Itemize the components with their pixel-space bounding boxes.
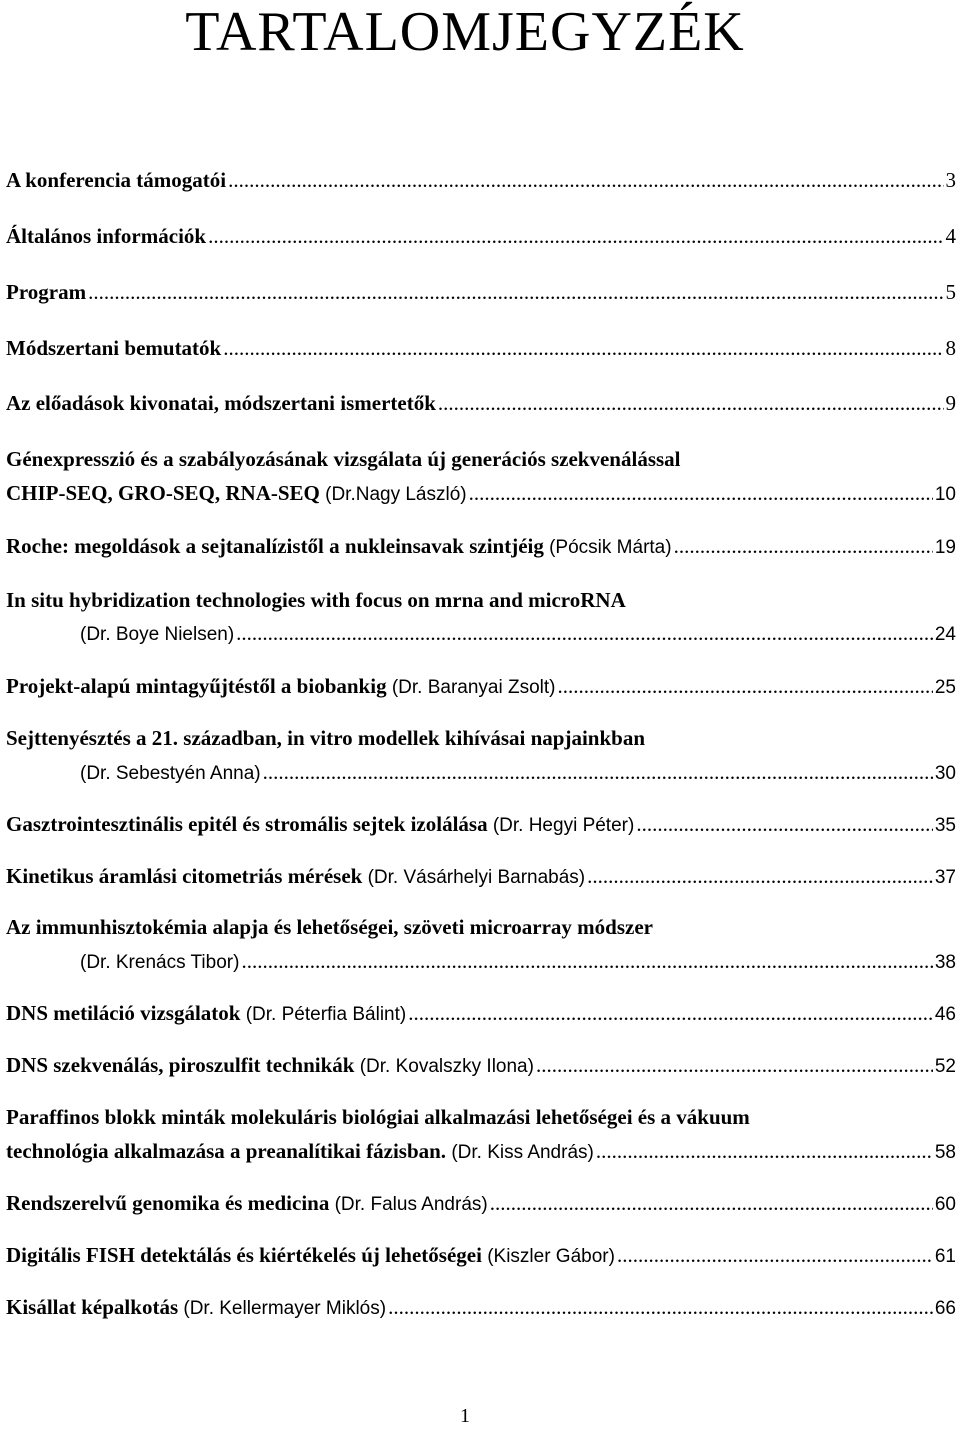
toc-entry-page: 60 xyxy=(934,1194,956,1215)
toc-entry-page: 46 xyxy=(934,1004,956,1025)
dot-leader xyxy=(596,1135,933,1167)
toc-entry[interactable] xyxy=(6,1049,960,1081)
toc-entry-title: In situ hybridization technologies with focus on mrna and microRNA xyxy=(6,588,626,612)
toc-entry[interactable] xyxy=(6,1187,960,1219)
toc-entry-author: (Dr. Hegyi Péter) xyxy=(492,815,635,836)
dot-leader xyxy=(88,276,943,308)
toc-entry[interactable] xyxy=(6,997,960,1029)
toc-entry-page: 10 xyxy=(934,484,956,505)
dot-leader xyxy=(557,670,932,702)
toc-entry-title: Sejttenyésztés a 21. században, in vitro modellek kihívásai napjainkban xyxy=(6,726,646,750)
toc-entry-page: 66 xyxy=(934,1298,956,1319)
toc-entry-title: Program xyxy=(6,280,87,304)
dot-leader xyxy=(490,1187,933,1219)
toc-entry[interactable] xyxy=(6,1135,960,1167)
toc-entry-title: Módszertani bemutatók xyxy=(6,336,222,360)
toc-entry-page: 30 xyxy=(934,763,956,784)
dot-leader xyxy=(469,477,933,509)
toc-entry[interactable] xyxy=(6,1239,960,1271)
toc-entry[interactable] xyxy=(6,617,960,649)
toc-entry-author: (Kiszler Gábor) xyxy=(487,1246,615,1267)
toc-entry-title: Kisállat képalkotás xyxy=(6,1295,179,1319)
toc-entry-title: Kinetikus áramlási citometriás mérések xyxy=(6,864,363,888)
toc-entry-author: (Dr. Krenács Tibor) xyxy=(80,952,240,973)
toc-entry-page: 3 xyxy=(945,168,956,192)
toc-entry-title: DNS szekvenálás, piroszulfit technikák xyxy=(6,1053,355,1077)
toc-entry-title: CHIP-SEQ, GRO-SEQ, RNA-SEQ xyxy=(6,481,320,505)
toc-entry-page: 19 xyxy=(934,537,956,558)
dot-leader xyxy=(208,220,943,252)
toc-entry[interactable] xyxy=(6,164,960,196)
toc-entry-title: Az immunhisztokémia alapja és lehetőségei, szöveti microarray módszer xyxy=(6,915,653,939)
toc-entry-page: 8 xyxy=(945,336,956,360)
toc-entry[interactable] xyxy=(6,530,960,562)
toc-entry-author: (Dr. Vásárhelyi Barnabás) xyxy=(367,867,586,888)
toc-entry-title: Rendszerelvű genomika és medicina xyxy=(6,1191,330,1215)
dot-leader xyxy=(438,387,944,419)
toc-entry-author: (Dr. Péterfia Bálint) xyxy=(245,1004,407,1025)
toc-entry[interactable] xyxy=(6,332,960,364)
toc-entry-line1[interactable] xyxy=(6,584,960,616)
toc-entry-author: (Dr. Baranyai Zsolt) xyxy=(391,677,556,698)
dot-leader xyxy=(587,860,933,892)
toc-entry-title: DNS metiláció vizsgálatok xyxy=(6,1001,241,1025)
toc-entry[interactable] xyxy=(6,670,960,702)
toc-entry-page: 5 xyxy=(945,280,956,304)
page-number: 1 xyxy=(460,1405,470,1427)
toc-entry-page: 9 xyxy=(945,391,956,415)
toc-entry-title: Gasztrointesztinális epitél és stromális sejtek izolálása xyxy=(6,812,488,836)
toc-entry-title: Az előadások kivonatai, módszertani ismertetők xyxy=(6,391,436,415)
toc-entry-page: 25 xyxy=(934,677,956,698)
dot-leader xyxy=(236,617,933,649)
toc-entry-page: 4 xyxy=(945,224,956,248)
dot-leader xyxy=(223,332,943,364)
toc-entry-author: (Dr. Sebestyén Anna) xyxy=(80,763,261,784)
toc-entry[interactable] xyxy=(6,860,960,892)
toc-entry-page: 52 xyxy=(934,1056,956,1077)
toc-entry[interactable] xyxy=(6,756,960,788)
toc-entry[interactable] xyxy=(6,220,960,252)
toc-entry-title: Digitális FISH detektálás és kiértékelés új lehetőségei xyxy=(6,1243,482,1267)
toc-entry-page: 24 xyxy=(934,624,956,645)
dot-leader xyxy=(228,164,943,196)
toc-entry[interactable] xyxy=(6,1291,960,1323)
toc-entry[interactable] xyxy=(6,945,960,977)
toc-entry-title: Paraffinos blokk minták molekuláris biológiai alkalmazási lehetőségei és a vákuum xyxy=(6,1105,750,1129)
toc-entry-title: A konferencia támogatói xyxy=(6,168,227,192)
toc-entry-author: (Dr.Nagy László) xyxy=(325,484,467,505)
toc-entry[interactable] xyxy=(6,387,960,419)
toc-entry-line1[interactable] xyxy=(6,443,960,475)
toc-entry-line1[interactable] xyxy=(6,1101,960,1133)
toc-entry-title: Roche: megoldások a sejtanalízistől a nukleinsavak szintjéig xyxy=(6,534,544,558)
toc-entry[interactable] xyxy=(6,276,960,308)
toc-entry-page: 58 xyxy=(934,1142,956,1163)
dot-leader xyxy=(636,808,933,840)
toc-entry-title: Projekt-alapú mintagyűjtéstől a biobankig xyxy=(6,674,387,698)
page-title: TARTALOMJEGYZÉK xyxy=(185,1,745,63)
toc-entry-page: 37 xyxy=(934,867,956,888)
dot-leader xyxy=(408,997,933,1029)
toc-entry-author: (Dr. Boye Nielsen) xyxy=(80,624,235,645)
dot-leader xyxy=(263,756,933,788)
dot-leader xyxy=(536,1049,933,1081)
dot-leader xyxy=(674,530,933,562)
toc-entry-page: 61 xyxy=(934,1246,956,1267)
toc-entry-page: 35 xyxy=(934,815,956,836)
toc-entry-author: (Dr. Falus András) xyxy=(334,1194,488,1215)
toc-entry[interactable] xyxy=(6,477,960,509)
toc-entry-author: (Dr. Kovalszky Ilona) xyxy=(359,1056,534,1077)
dot-leader xyxy=(617,1239,933,1271)
toc-entry-page: 38 xyxy=(934,952,956,973)
dot-leader xyxy=(388,1291,933,1323)
toc-entry-title: Génexpresszió és a szabályozásának vizsgálata új generációs szekvenálással xyxy=(6,447,681,471)
dot-leader xyxy=(241,945,932,977)
toc-entry-title: technológia alkalmazása a preanalítikai fázisban. xyxy=(6,1139,447,1163)
toc-entry-line1[interactable] xyxy=(6,911,960,943)
toc-entry-author: (Dr. Kiss András) xyxy=(451,1142,594,1163)
toc-entry-title: Általános információk xyxy=(6,224,207,248)
toc-entry-author: (Dr. Kellermayer Miklós) xyxy=(183,1298,387,1319)
toc-entry-line1[interactable] xyxy=(6,722,960,754)
toc-entry-author: (Pócsik Márta) xyxy=(549,537,672,558)
toc-entry[interactable] xyxy=(6,808,960,840)
